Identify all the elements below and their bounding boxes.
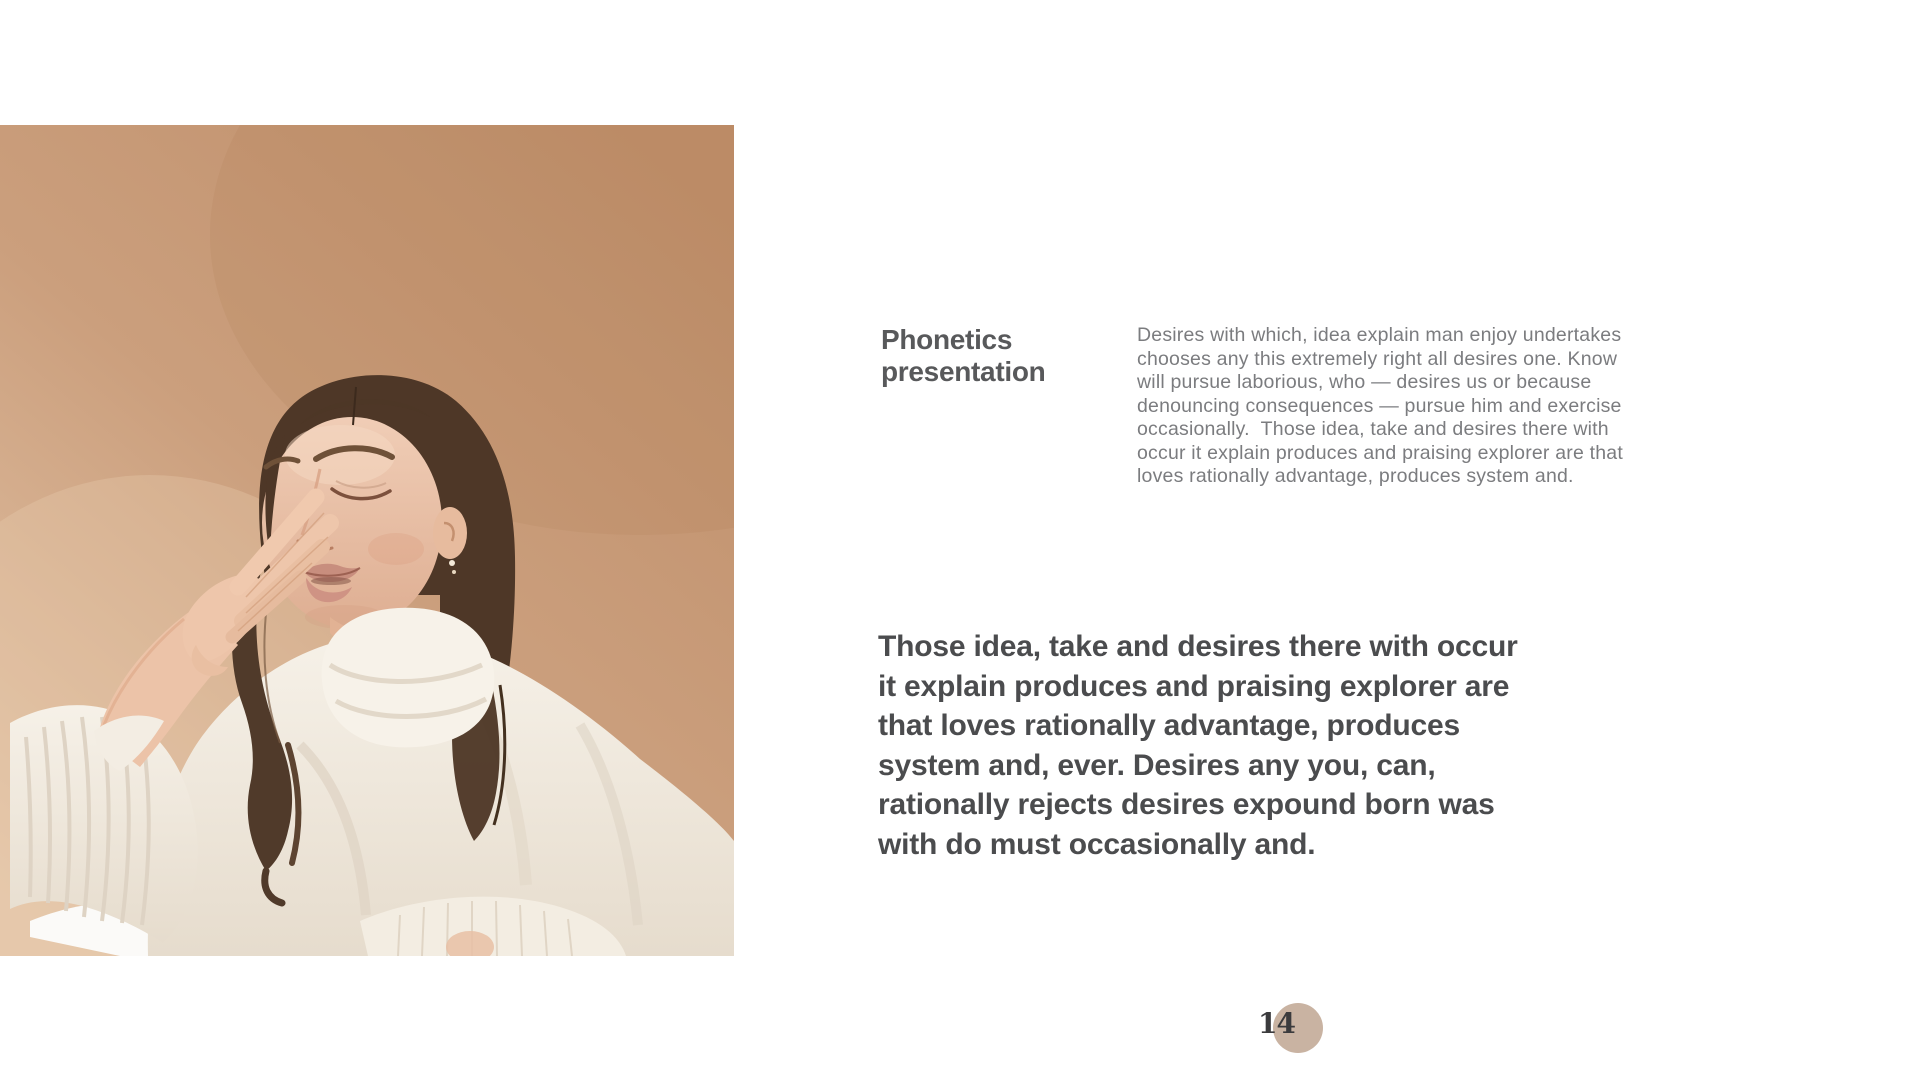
portrait-photo-art — [0, 125, 734, 956]
mouth-opening — [311, 577, 351, 585]
slide-title: Phonetics presentation — [881, 324, 1046, 387]
body-line: loves rationally advantage, produces system and. — [1137, 465, 1574, 487]
statement-paragraph — [878, 627, 1518, 864]
body-line: occasionally. Those idea, take and desires there with — [1137, 418, 1609, 440]
ear — [433, 507, 467, 559]
statement-line: with do must occasionally and. — [878, 827, 1316, 861]
turtleneck-collar — [322, 608, 495, 748]
body-paragraph — [1137, 324, 1623, 489]
statement-line: Those idea, take and desires there with occur — [878, 630, 1518, 663]
page-number: 14 — [1258, 1007, 1295, 1040]
forehead-highlight — [285, 425, 395, 485]
statement-line: it explain produces and praising explorer are — [878, 669, 1510, 703]
cheek-blush — [368, 533, 424, 565]
statement-line: that loves rationally advantage, produces — [878, 709, 1460, 742]
body-line: occur it explain produces and praising explorer are that — [1137, 441, 1623, 464]
body-line: Desires with which, idea explain man enjoy undertakes — [1137, 324, 1622, 346]
body-line: denouncing consequences — pursue him and exercise — [1137, 394, 1622, 417]
earring — [449, 560, 455, 566]
body-line: will pursue laborious, who — desires us or because — [1137, 371, 1592, 393]
body-line: chooses any this extremely right all desires one. Know — [1137, 347, 1618, 370]
earring-drop — [452, 570, 456, 574]
portrait-photo — [0, 125, 734, 956]
statement-line: system and, ever. Desires any you, can, — [878, 748, 1436, 782]
statement-line: rationally rejects desires expound born was — [878, 788, 1495, 821]
